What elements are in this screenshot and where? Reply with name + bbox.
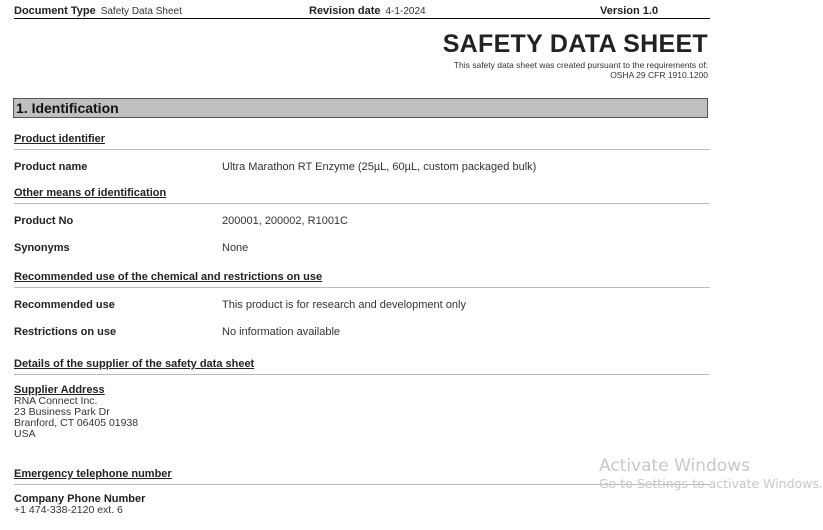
company-phone-value: +1 474-338-2120 ext. 6 (14, 504, 123, 516)
other-means-heading: Other means of identification (14, 187, 167, 199)
company-phone (14, 494, 145, 516)
supplier-address-title: Supplier Address (14, 384, 105, 396)
product-identifier-heading: Product identifier (14, 133, 106, 145)
supplier-address (14, 385, 138, 440)
recommended-use-heading: Recommended use of the chemical and restrictions on use (14, 271, 323, 283)
version (600, 5, 663, 17)
restrictions-value: No information available (222, 326, 341, 338)
watermark-line-1: Activate Windows (599, 456, 750, 476)
document-header-bar (14, 4, 710, 19)
subtitle-line-2: OSHA 29 CFR 1910.1200 (610, 70, 708, 80)
supplier-line: 23 Business Park Dr (14, 406, 110, 418)
watermark-line-2: Go to Settings to activate Windows. (599, 476, 823, 491)
subtitle-line-1: This safety data sheet was created pursuant to the requirements of: (453, 60, 708, 70)
synonyms-label: Synonyms (14, 242, 70, 254)
page-subtitle (368, 60, 708, 80)
divider (14, 287, 710, 288)
product-name-label: Product name (14, 161, 88, 173)
synonyms-value: None (222, 242, 249, 254)
revision-date-value: 4-1-2024 (385, 6, 426, 17)
restrictions-label: Restrictions on use (14, 326, 117, 338)
supplier-line: RNA Connect Inc. (14, 395, 98, 407)
document-type (14, 5, 182, 17)
supplier-details-heading: Details of the supplier of the safety data sheet (14, 358, 255, 370)
activate-windows-watermark (599, 456, 823, 492)
section-1-heading: 1. Identification (13, 98, 708, 118)
company-phone-title: Company Phone Number (14, 493, 146, 505)
product-name-value: Ultra Marathon RT Enzyme (25µL, 60µL, custom packaged bulk) (222, 161, 537, 173)
recommended-use-label: Recommended use (14, 299, 115, 311)
page-title: SAFETY DATA SHEET (442, 30, 708, 58)
product-no-value: 200001, 200002, R1001C (222, 215, 348, 227)
product-no-label: Product No (14, 215, 74, 227)
divider (14, 149, 710, 150)
revision-date-label: Revision date (309, 5, 381, 17)
recommended-use-value: This product is for research and development only (222, 299, 466, 311)
revision-date (309, 5, 426, 17)
emergency-phone-heading: Emergency telephone number (14, 468, 172, 480)
divider (14, 374, 710, 375)
version-label: Version 1.0 (600, 5, 659, 17)
document-type-label: Document Type (14, 5, 96, 17)
divider (14, 203, 710, 204)
document-type-value: Safety Data Sheet (100, 6, 182, 17)
supplier-line: Branford, CT 06405 01938 (14, 417, 139, 429)
supplier-line: USA (14, 428, 36, 440)
